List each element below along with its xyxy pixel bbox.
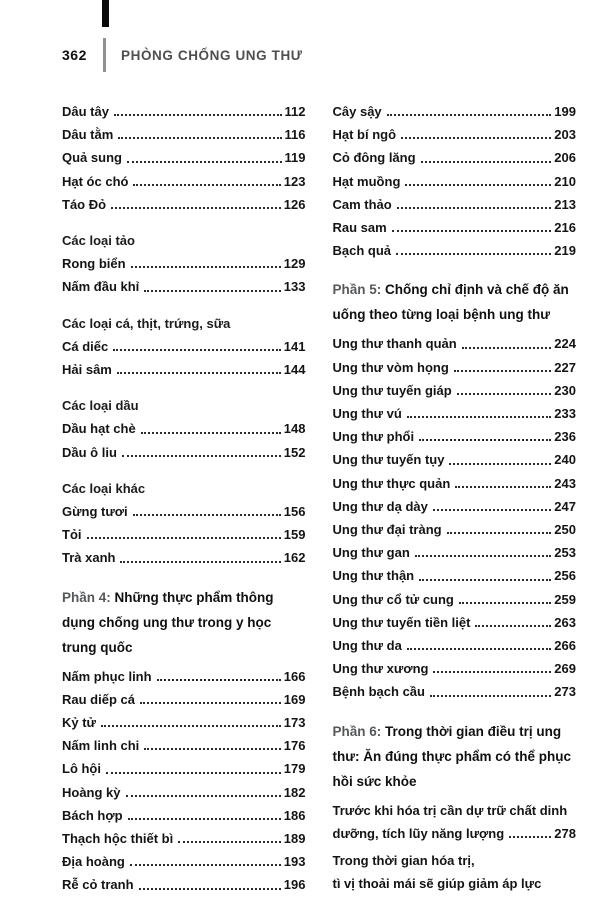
toc-entry-page: 219	[554, 243, 576, 259]
toc-entry-page: 247	[554, 498, 576, 514]
toc-entry-label: Dầu hạt chè	[62, 421, 136, 437]
toc-part-prefix: Phần 5:	[332, 282, 382, 298]
dotted-leader	[449, 463, 551, 465]
toc-text-line: Trước khi hóa trị cần dự trữ chất dinh	[332, 802, 568, 818]
toc-entry-page: 141	[283, 338, 306, 354]
dotted-leader	[454, 370, 552, 372]
toc-entry-label: Táo Đỏ	[62, 196, 107, 212]
toc-entry-label: Ung thư đại tràng	[332, 522, 442, 538]
toc-entry-label: Dầu ô liu	[62, 444, 117, 460]
toc-entry-page: 216	[554, 220, 576, 236]
dotted-leader	[462, 347, 552, 349]
dotted-leader	[106, 772, 281, 774]
dotted-leader	[113, 349, 281, 351]
toc-part-heading	[333, 277, 577, 327]
toc-entry-label: Bạch quả	[332, 243, 392, 259]
toc-entry-label: Ung thư thận	[332, 568, 415, 584]
dotted-leader	[127, 161, 282, 163]
toc-entry	[333, 518, 577, 541]
toc-entry-label: Địa hoàng	[62, 854, 125, 870]
dotted-leader	[114, 114, 282, 116]
toc-entry-page: 213	[554, 196, 576, 212]
toc-entry	[333, 564, 577, 587]
dotted-leader	[133, 514, 281, 516]
toc-columns	[62, 100, 576, 897]
toc-text-line: tì vị thoải mái sẽ giúp giảm áp lực	[332, 876, 542, 892]
toc-entry	[62, 873, 306, 896]
toc-entry-page: 173	[283, 715, 306, 731]
toc-entry-label: Bệnh bạch cầu	[332, 684, 425, 700]
dotted-leader	[87, 537, 281, 539]
toc-entry-page: 243	[554, 475, 576, 491]
toc-entry-page: 230	[554, 382, 576, 398]
dotted-leader	[387, 114, 552, 116]
toc-entry	[62, 688, 306, 711]
toc-entry-page: 273	[554, 684, 576, 700]
toc-entry	[333, 822, 577, 845]
toc-entry-page: 162	[283, 550, 306, 566]
toc-entry-page: 129	[283, 256, 306, 272]
toc-entry-label: Ung thư phổi	[332, 429, 415, 445]
toc-entry	[62, 734, 306, 757]
toc-entry	[62, 417, 306, 440]
dotted-leader	[433, 671, 551, 673]
toc-entry-page: 166	[283, 668, 306, 684]
dotted-leader	[144, 748, 281, 750]
toc-entry	[62, 546, 306, 569]
toc-entry-page: 193	[283, 854, 306, 870]
toc-entry-label: Nấm linh chi	[62, 738, 140, 754]
toc-section-header: Các loại cá, thịt, trứng, sữa	[62, 315, 231, 331]
toc-entry	[62, 804, 306, 827]
toc-entry-label: Ung thư tuyến tụy	[332, 452, 445, 468]
toc-entry-label: Ung thư thanh quản	[332, 336, 457, 352]
toc-entry	[333, 332, 577, 355]
toc-entry	[333, 634, 577, 657]
toc-entry-page: 159	[283, 527, 306, 543]
toc-entry-label: Rong biển	[62, 256, 126, 272]
dotted-leader	[405, 184, 551, 186]
toc-entry-page: 224	[554, 336, 576, 352]
toc-entry	[333, 402, 577, 425]
toc-entry	[333, 657, 577, 680]
dotted-leader	[475, 625, 551, 627]
page-header	[62, 38, 575, 72]
dotted-leader	[457, 393, 552, 395]
toc-section-header: Các loại khác	[62, 480, 146, 496]
toc-part-heading	[62, 585, 306, 660]
toc-entry	[62, 441, 306, 464]
toc-entry-page: 206	[554, 150, 576, 166]
toc-entry-label: Ung thư cổ tử cung	[332, 591, 454, 607]
toc-part-label: Trong thời gian điều trị ung thư: Ăn đúng thực phẩm có thể phục hồi sức khỏe	[332, 723, 572, 789]
dotted-leader	[131, 266, 281, 268]
toc-right-column	[333, 100, 577, 897]
dotted-leader	[447, 532, 552, 534]
dotted-leader	[128, 818, 281, 820]
toc-entry	[333, 495, 577, 518]
dotted-leader	[101, 725, 281, 727]
toc-entry	[62, 523, 306, 546]
toc-entry	[333, 425, 577, 448]
toc-entry-page: 236	[554, 429, 576, 445]
toc-entry	[62, 711, 306, 734]
toc-entry	[62, 146, 306, 169]
toc-entry-page: 148	[283, 421, 306, 437]
toc-entry	[333, 216, 577, 239]
toc-entry	[62, 665, 306, 688]
toc-entry	[62, 123, 306, 146]
page-edge-tab	[102, 0, 109, 27]
toc-entry-page: 116	[284, 127, 306, 143]
toc-entry-page: 144	[283, 362, 306, 378]
toc-entry-label: Ung thư gan	[332, 545, 410, 561]
dotted-leader	[419, 579, 551, 581]
toc-entry-page: 250	[554, 522, 576, 538]
toc-entry-page: 259	[554, 591, 576, 607]
toc-entry-label: Kỷ tử	[62, 715, 96, 731]
toc-entry	[62, 827, 306, 850]
toc-section-header: Các loại tảo	[62, 233, 135, 249]
dotted-leader	[118, 137, 281, 139]
toc-entry-label: Ung thư vú	[332, 406, 402, 422]
toc-entry-label: Bách hợp	[62, 807, 123, 823]
dotted-leader	[419, 439, 551, 441]
dotted-leader	[433, 509, 551, 511]
toc-entry-page: 156	[283, 504, 306, 520]
toc-entry	[333, 541, 577, 564]
toc-entry-label: Rau sam	[332, 220, 387, 236]
toc-entry-label: Ung thư tuyến giáp	[332, 382, 452, 398]
dotted-leader	[392, 230, 552, 232]
toc-entry-label: Dâu tây	[62, 104, 109, 119]
toc-entry-label: Lô hội	[62, 761, 101, 777]
toc-entry-label: Ung thư tuyến tiền liệt	[332, 614, 471, 630]
dotted-leader	[144, 290, 281, 292]
toc-entry	[62, 275, 306, 298]
toc-entry-label: Tỏi	[62, 527, 82, 543]
toc-entry	[333, 239, 577, 262]
dotted-leader	[396, 253, 551, 255]
dotted-leader	[407, 416, 551, 418]
dotted-leader	[421, 161, 552, 163]
header-divider	[103, 38, 106, 72]
book-title: PHÒNG CHỐNG UNG THƯ	[121, 47, 303, 63]
dotted-leader	[133, 184, 280, 186]
toc-entry	[62, 252, 306, 275]
toc-entry-label: Hoàng kỳ	[62, 784, 121, 800]
toc-entry-label: Hạt muồng	[332, 173, 401, 189]
toc-entry	[333, 356, 577, 379]
toc-entry	[333, 123, 577, 146]
toc-entry	[62, 781, 306, 804]
toc-entry-label: Hạt bí ngô	[332, 127, 397, 143]
toc-entry-label: Cỏ đông lăng	[332, 150, 416, 166]
dotted-leader	[140, 702, 281, 704]
dotted-leader	[397, 207, 552, 209]
toc-entry	[62, 170, 306, 193]
toc-part-heading	[333, 719, 577, 794]
toc-entry-label: Ung thư dạ dày	[332, 498, 428, 514]
toc-part-prefix: Phần 4:	[62, 589, 111, 605]
toc-entry-label: Cam thảo	[332, 196, 392, 212]
toc-entry	[333, 680, 577, 703]
toc-entry-label: Rau diếp cá	[62, 691, 135, 707]
toc-entry	[333, 170, 577, 193]
toc-entry	[333, 472, 577, 495]
toc-entry-page: 176	[283, 738, 306, 754]
toc-entry-page: 278	[554, 825, 576, 841]
toc-part-prefix: Phần 6:	[332, 723, 382, 739]
toc-entry-label: Ung thư xương	[332, 661, 429, 677]
toc-entry	[333, 193, 577, 216]
toc-section-header: Các loại dầu	[62, 398, 139, 414]
dotted-leader	[509, 836, 551, 838]
dotted-leader	[139, 888, 281, 890]
toc-entry-page: 189	[283, 831, 306, 847]
toc-entry-label: Ung thư thực quản	[332, 475, 451, 491]
dotted-leader	[141, 432, 281, 434]
toc-entry-page: 126	[283, 196, 306, 212]
toc-entry	[62, 757, 306, 780]
toc-entry	[62, 100, 306, 123]
dotted-leader	[122, 455, 281, 457]
toc-part-label: Những thực phẩm thông dụng chống ung thư trong y học trung quốc	[62, 589, 274, 655]
toc-entry	[333, 379, 577, 402]
dotted-leader	[120, 561, 280, 563]
toc-entry	[333, 146, 577, 169]
toc-entry-page: 210	[554, 173, 576, 189]
dotted-leader	[459, 602, 551, 604]
toc-entry-page: 186	[283, 807, 306, 823]
toc-entry	[62, 850, 306, 873]
toc-entry-label: Hạt óc chó	[62, 173, 129, 189]
dotted-leader	[401, 137, 551, 139]
toc-entry-label: Thạch hộc thiết bì	[62, 831, 174, 847]
toc-entry-page: 123	[283, 173, 306, 189]
dotted-leader	[126, 795, 281, 797]
dotted-leader	[455, 486, 551, 488]
dotted-leader	[157, 679, 281, 681]
dotted-leader	[117, 372, 281, 374]
toc-entry	[62, 500, 306, 523]
toc-entry-label: Ung thư vòm họng	[332, 359, 449, 375]
dotted-leader	[130, 864, 281, 866]
toc-entry	[333, 611, 577, 634]
toc-entry-page: 196	[283, 877, 306, 893]
toc-entry-page: 227	[554, 359, 576, 375]
toc-entry-label: Gừng tươi	[62, 504, 128, 520]
toc-entry-page: 240	[554, 452, 576, 468]
toc-entry-label: Nấm đầu khỉ	[62, 279, 140, 295]
toc-entry-page: 203	[554, 127, 576, 143]
dotted-leader	[407, 648, 551, 650]
dotted-leader	[178, 841, 281, 843]
toc-entry-label: Hải sâm	[62, 362, 112, 378]
toc-entry-label: Ung thư da	[332, 638, 402, 654]
toc-entry-label: Nấm phục linh	[62, 668, 152, 684]
toc-entry-page: 269	[554, 661, 576, 677]
toc-entry-page: 133	[283, 279, 306, 295]
dotted-leader	[415, 555, 552, 557]
toc-entry-page: 199	[554, 104, 576, 119]
toc-entry-page: 266	[554, 638, 576, 654]
toc-entry-page: 233	[554, 406, 576, 422]
toc-entry-page: 182	[283, 784, 306, 800]
dotted-leader	[111, 207, 281, 209]
toc-entry-label: Quả sung	[62, 150, 122, 166]
toc-entry-label: Dâu tằm	[62, 127, 114, 143]
toc-entry-page: 119	[284, 150, 306, 166]
toc-left-column	[62, 100, 306, 897]
toc-entry	[62, 358, 306, 381]
dotted-leader	[430, 695, 551, 697]
toc-text-line: Trong thời gian hóa trị,	[332, 853, 475, 869]
toc-entry-page: 152	[283, 444, 306, 460]
toc-entry-page: 169	[283, 691, 306, 707]
toc-entry-page: 263	[554, 614, 576, 630]
toc-entry-label: Cây sậy	[332, 104, 382, 119]
toc-entry-page: 256	[554, 568, 576, 584]
toc-part-label: Chống chỉ định và chế độ ăn uống theo từng loại bệnh ung thư	[332, 282, 569, 323]
toc-entry-page: 179	[283, 761, 306, 777]
toc-entry-label: Rễ cỏ tranh	[62, 877, 134, 893]
toc-entry-label: Trà xanh	[62, 550, 116, 566]
toc-entry	[333, 588, 577, 611]
toc-entry-page: 253	[554, 545, 576, 561]
toc-entry	[62, 193, 306, 216]
page-number: 362	[62, 47, 87, 63]
toc-entry-label: dưỡng, tích lũy năng lượng	[332, 825, 505, 841]
toc-entry	[62, 335, 306, 358]
toc-entry-page: 112	[284, 104, 306, 119]
toc-entry	[333, 448, 577, 471]
toc-entry-label: Cá diếc	[62, 338, 109, 354]
toc-entry	[333, 100, 577, 123]
